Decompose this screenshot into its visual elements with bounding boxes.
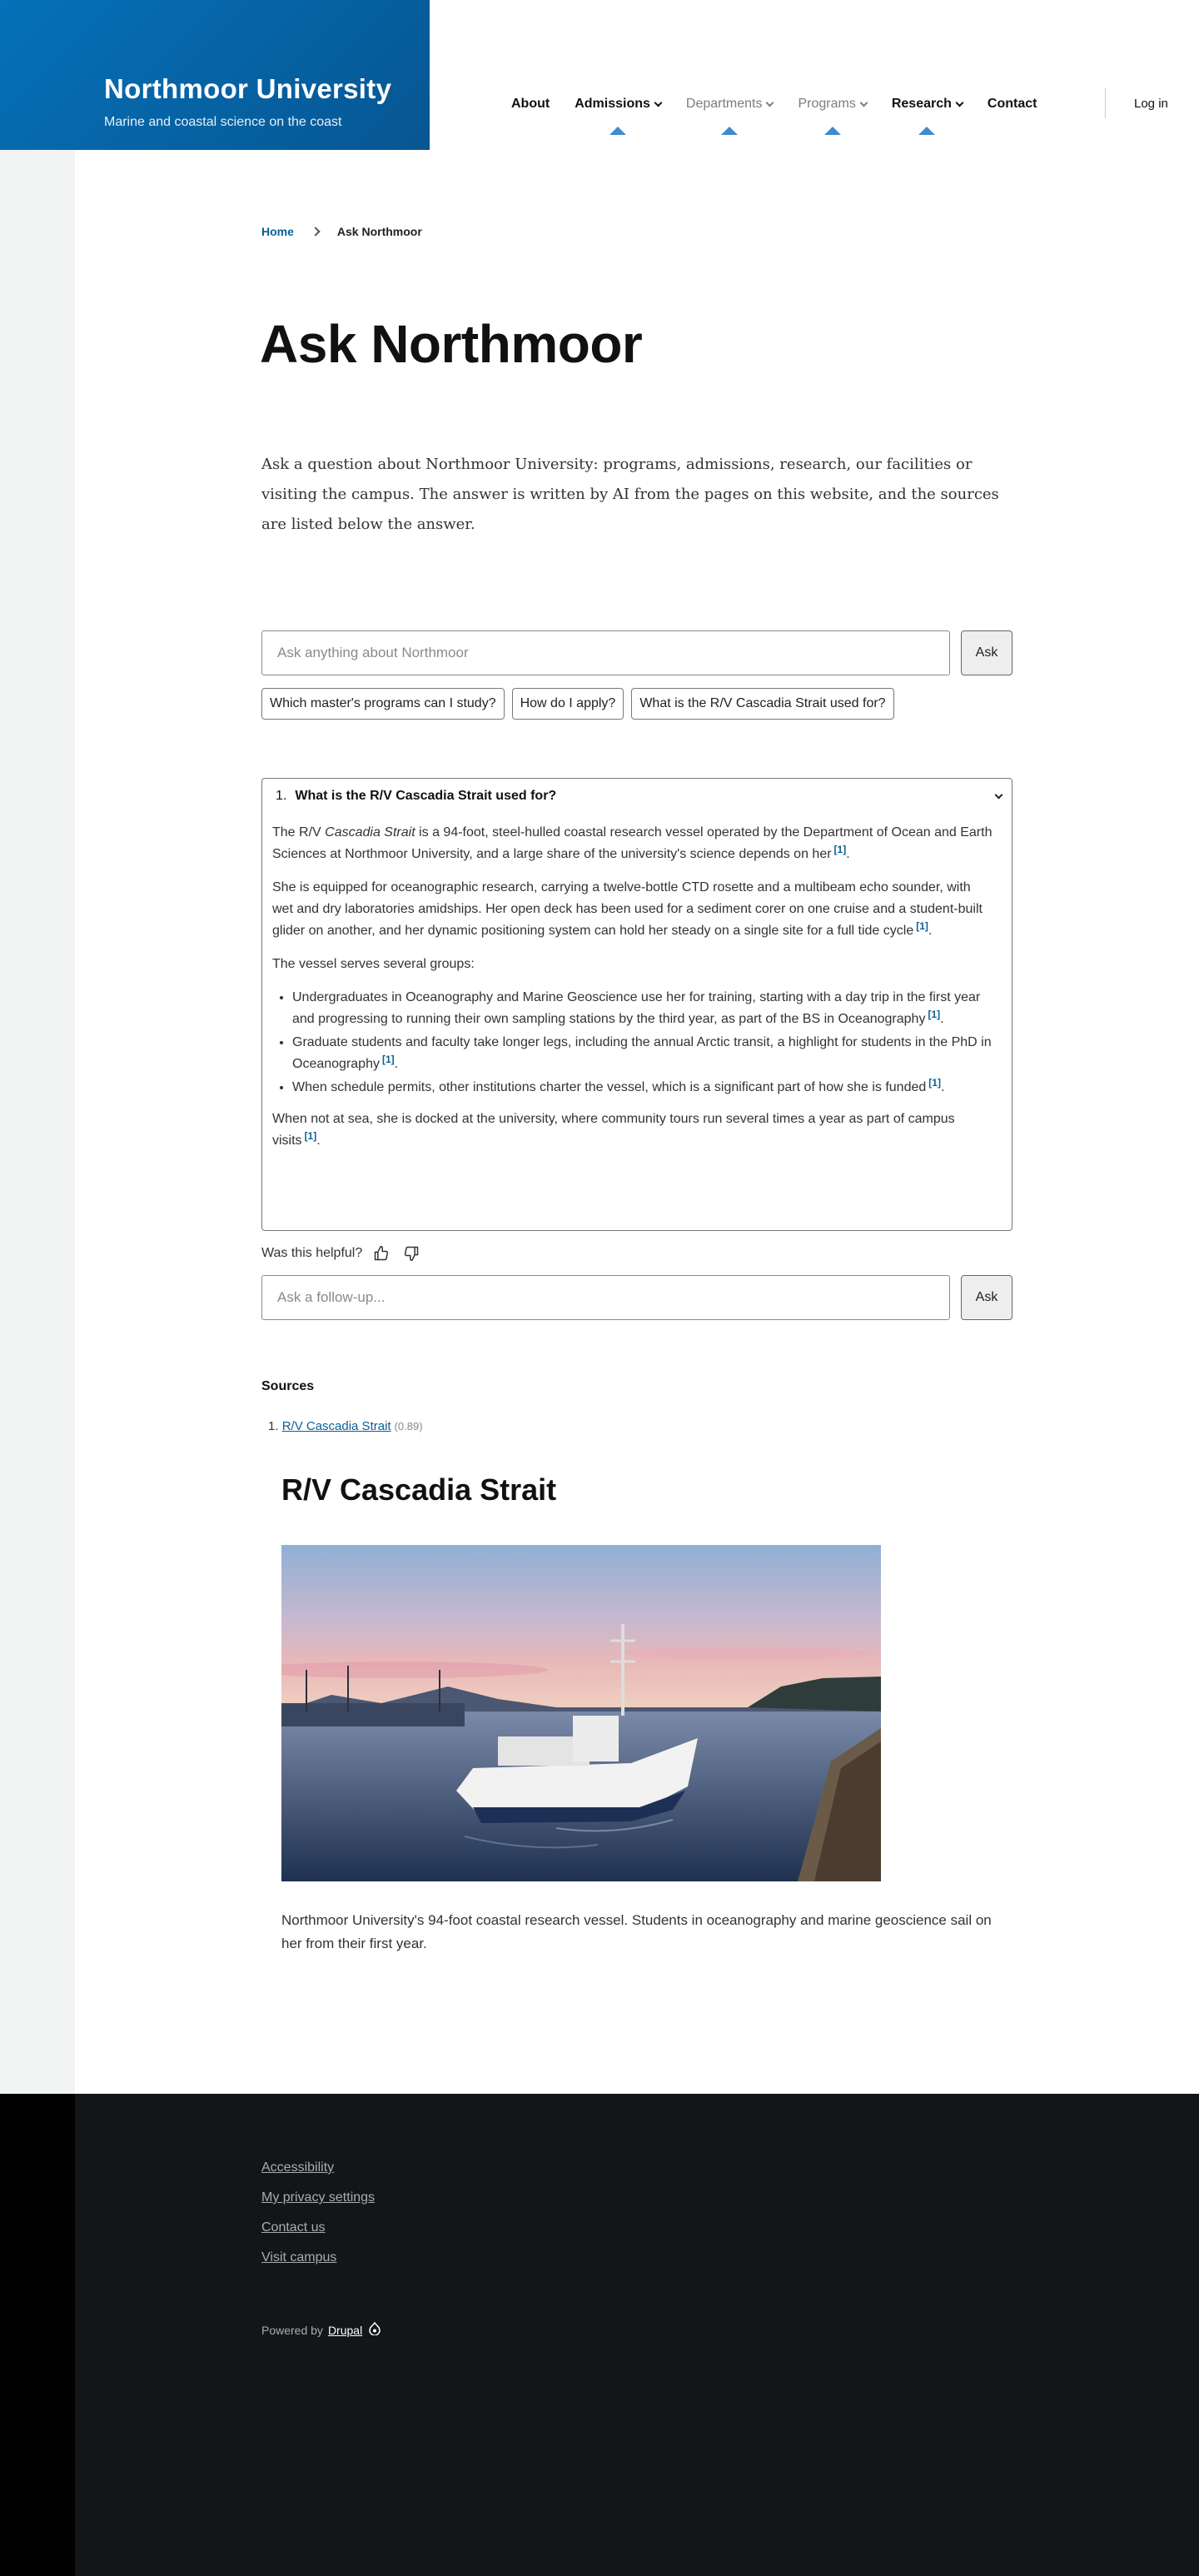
chevron-down-icon (859, 98, 868, 107)
feedback (261, 1243, 422, 1264)
answer-header[interactable] (276, 789, 556, 804)
thumbs-down-icon[interactable] (400, 1243, 422, 1264)
drupal-link[interactable]: Drupal (327, 2323, 363, 2337)
login-link[interactable]: Log in (1134, 97, 1168, 111)
main-nav (511, 93, 1062, 115)
citation-link[interactable]: [1] (928, 1076, 941, 1089)
sources-heading: Sources (261, 1379, 315, 1393)
followup-input[interactable] (261, 1275, 950, 1320)
nav-label: Research (891, 97, 952, 111)
source-preview-caption: Northmoor University's 94-foot coastal research vessel. Students in oceanography and marine geoscience sail on her from their first year. (281, 1912, 992, 1951)
nav-item-research[interactable] (892, 97, 963, 112)
source-preview-title: R/V Cascadia Strait (281, 1472, 557, 1507)
vessel-name: Cascadia Strait (325, 825, 415, 840)
nav-label: About (511, 97, 550, 111)
footer-link-privacy[interactable]: My privacy settings (261, 2190, 376, 2205)
answer-number: 1. (276, 789, 287, 803)
footer-link-visit[interactable]: Visit campus (261, 2250, 337, 2265)
powered-by (261, 2322, 381, 2338)
dropdown-indicator-icon (721, 127, 738, 135)
answer-text: When not at sea, she is docked at the university, where community tours run several times a year as part of campus visits (272, 1112, 955, 1148)
source-score: (0.89) (394, 1420, 423, 1432)
nav-label: Programs (798, 97, 856, 111)
ask-input[interactable] (261, 630, 950, 675)
breadcrumb-current: Ask Northmoor (336, 225, 422, 238)
answer-panel (261, 778, 1012, 1231)
footer-link-accessibility[interactable]: Accessibility (261, 2160, 335, 2175)
site-header (0, 0, 1199, 150)
ask-button[interactable]: Ask (961, 630, 1012, 675)
vessel-photo (281, 1545, 881, 1881)
footer-gutter (0, 2094, 75, 2576)
chevron-down-icon (766, 98, 774, 107)
dropdown-indicator-icon (918, 127, 935, 135)
answer-body (272, 822, 995, 1163)
source-link[interactable]: R/V Cascadia Strait (281, 1419, 391, 1433)
dropdown-indicator-icon (609, 127, 626, 135)
suggestion-chip[interactable]: Which master's programs can I study? (261, 688, 505, 720)
footer-links (261, 2160, 375, 2280)
suggested-questions (261, 688, 902, 720)
answer-question: What is the R/V Cascadia Strait used for? (295, 789, 557, 803)
answer-list (292, 987, 995, 1099)
left-gutter (0, 150, 75, 2094)
list-item: • When schedule permits, other institutions charter the vessel, which is a significant part of how she is funded [1]. (292, 1077, 995, 1099)
answer-text: When schedule permits, other institutions charter the vessel, which is a significant part of how she is funded (292, 1080, 927, 1094)
nav-item-departments[interactable] (686, 97, 774, 112)
chevron-down-icon[interactable] (995, 791, 1003, 800)
answer-text: Undergraduates in Oceanography and Marine Geoscience use her for training, starting with a day trip in the first year and progressing to running their own sampling stations by the third year, as part of the BS in Oceanography (292, 990, 981, 1026)
citation-link[interactable]: [1] (928, 1008, 941, 1020)
site-slogan: Marine and coastal science on the coast (104, 115, 342, 129)
chevron-down-icon (654, 98, 662, 107)
breadcrumb-home-link[interactable]: Home (261, 225, 294, 238)
answer-paragraph: The R/V Cascadia Strait is a 94-foot, steel-hulled coastal research vessel operated by the Department of Ocean and Earth Sciences at Northmoor University, and a large share of the university's science depends on her [1]. (272, 825, 993, 861)
feedback-label: Was this helpful? (261, 1246, 363, 1260)
answer-text: is a 94-foot, steel-hulled coastal research vessel operated by the Department of Ocean and Earth Sciences at Northmoor University, and a large share of the university's science depends on her (272, 825, 993, 861)
source-list-item (268, 1419, 423, 1433)
site-footer (0, 2094, 1199, 2576)
answer-text: Graduate students and faculty take longer legs, including the annual Arctic transit, a highlight for students in the PhD in Oceanography (292, 1035, 992, 1071)
nav-label: Admissions (575, 97, 650, 111)
nav-label: Contact (987, 97, 1037, 111)
footer-link-contact[interactable]: Contact us (261, 2220, 326, 2235)
answer-paragraph: She is equipped for oceanographic research, carrying a twelve-bottle CTD rosette and a multibeam echo sounder, with wet and dry laboratories amidships. Her open deck has been used for a sediment corer on one cruise and a student-built glider on another, and her dynamic positioning system can hold her steady on a single site for a full tide cycle [1]. (272, 880, 983, 938)
list-item: • Undergraduates in Oceanography and Marine Geoscience use her for training, starting with a day trip in the first year and progressing to running their own sampling stations by the third year, as part of the BS in Oceanography [1]. (292, 987, 995, 1030)
nav-item-about[interactable] (511, 97, 550, 112)
answer-paragraph: The vessel serves several groups: (272, 957, 475, 971)
citation-link[interactable]: [1] (916, 919, 928, 932)
chevron-right-icon (311, 227, 320, 236)
drupal-drop-icon (369, 2322, 381, 2338)
site-name[interactable]: Northmoor University (104, 73, 392, 104)
page-title: Ask Northmoor (260, 314, 643, 374)
followup-ask-button[interactable]: Ask (961, 1275, 1012, 1320)
dropdown-indicator-icon (824, 127, 841, 135)
breadcrumb (261, 225, 422, 238)
nav-divider (1105, 88, 1106, 118)
answer-text: She is equipped for oceanographic research, carrying a twelve-bottle CTD rosette and a multibeam echo sounder, with wet and dry laboratories amidships. Her open deck has been used for a sediment corer on one cruise and a student-built glider on another, and her dynamic positioning system can hold her steady on a single site for a full tide cycle (272, 880, 983, 938)
nav-item-admissions[interactable] (575, 97, 661, 112)
nav-label: Departments (685, 97, 763, 111)
chevron-down-icon (955, 98, 963, 107)
nav-item-contact[interactable] (988, 97, 1037, 112)
citation-link[interactable]: [1] (381, 1053, 395, 1065)
citation-link[interactable]: [1] (304, 1129, 317, 1142)
thumbs-up-icon[interactable] (371, 1243, 392, 1264)
nav-item-programs[interactable] (798, 97, 866, 112)
powered-by-label: Powered by (261, 2323, 323, 2337)
citation-link[interactable]: [1] (833, 843, 847, 855)
answer-text: The R/V (272, 825, 326, 840)
suggestion-chip[interactable]: How do I apply? (512, 688, 624, 720)
source-number: 1. (268, 1419, 279, 1433)
page-intro: Ask a question about Northmoor University: programs, admissions, research, our facilities or visiting the campus. The answer is written by AI from the pages on this website, and the sources are listed below the answer. (261, 456, 999, 533)
site-branding[interactable] (0, 0, 430, 150)
answer-paragraph: When not at sea, she is docked at the university, where community tours run several times a year as part of campus visits [1]. (272, 1112, 955, 1148)
list-item: • Graduate students and faculty take longer legs, including the annual Arctic transit, a highlight for students in the PhD in Oceanography [1]. (292, 1032, 995, 1075)
suggestion-chip[interactable]: What is the R/V Cascadia Strait used for? (631, 688, 893, 720)
